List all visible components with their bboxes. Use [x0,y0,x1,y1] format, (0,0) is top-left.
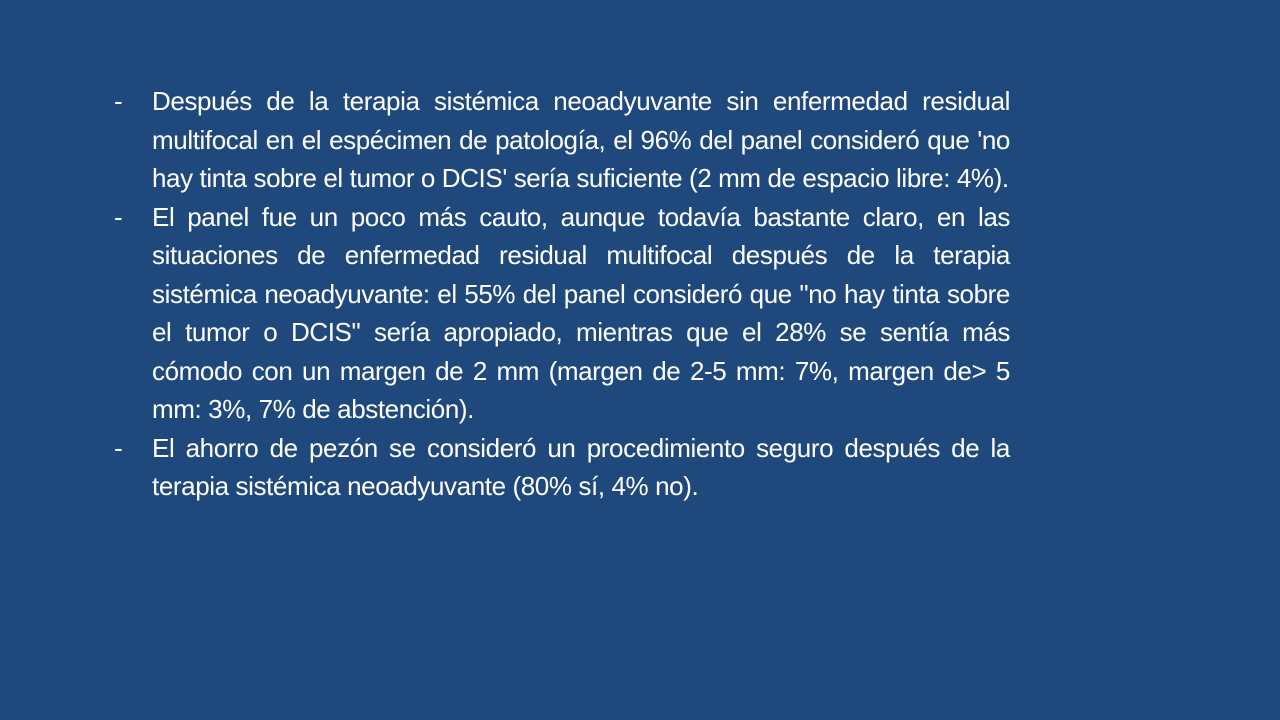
bullet-list [114,82,1010,506]
bullet-text-1: Después de la terapia sistémica neoadyuvante sin enfermedad residual multifocal en el espécimen de patología, el 96% del panel consideró que 'no hay tinta sobre el tumor o DCIS' sería suficiente (2 mm de espacio libre: 4%). [152,86,1010,193]
bullet-text-2: El panel fue un poco más cauto, aunque todavía bastante claro, en las situaciones de enfermedad residual multifocal después de la terapia sistémica neoadyuvante: el 55% del panel consideró que "no hay tinta sobre el tumor o DCIS" sería apropiado, mientras que el 28% se sentía más cómodo con un margen de 2 mm (margen de 2-5 mm: 7%, margen de> 5 mm: 3%, 7% de abstención). [152,201,1010,424]
bullet-item-2 [114,198,1010,429]
bullet-item-3 [114,429,1010,506]
bullet-text-3: El ahorro de pezón se consideró un procedimiento seguro después de la terapia sistémica neoadyuvante (80% sí, 4% no). [152,432,1010,501]
bullet-item-1 [114,82,1010,198]
bullet-marker: - [114,201,123,232]
bullet-marker: - [114,432,123,463]
bullet-marker: - [114,86,123,116]
